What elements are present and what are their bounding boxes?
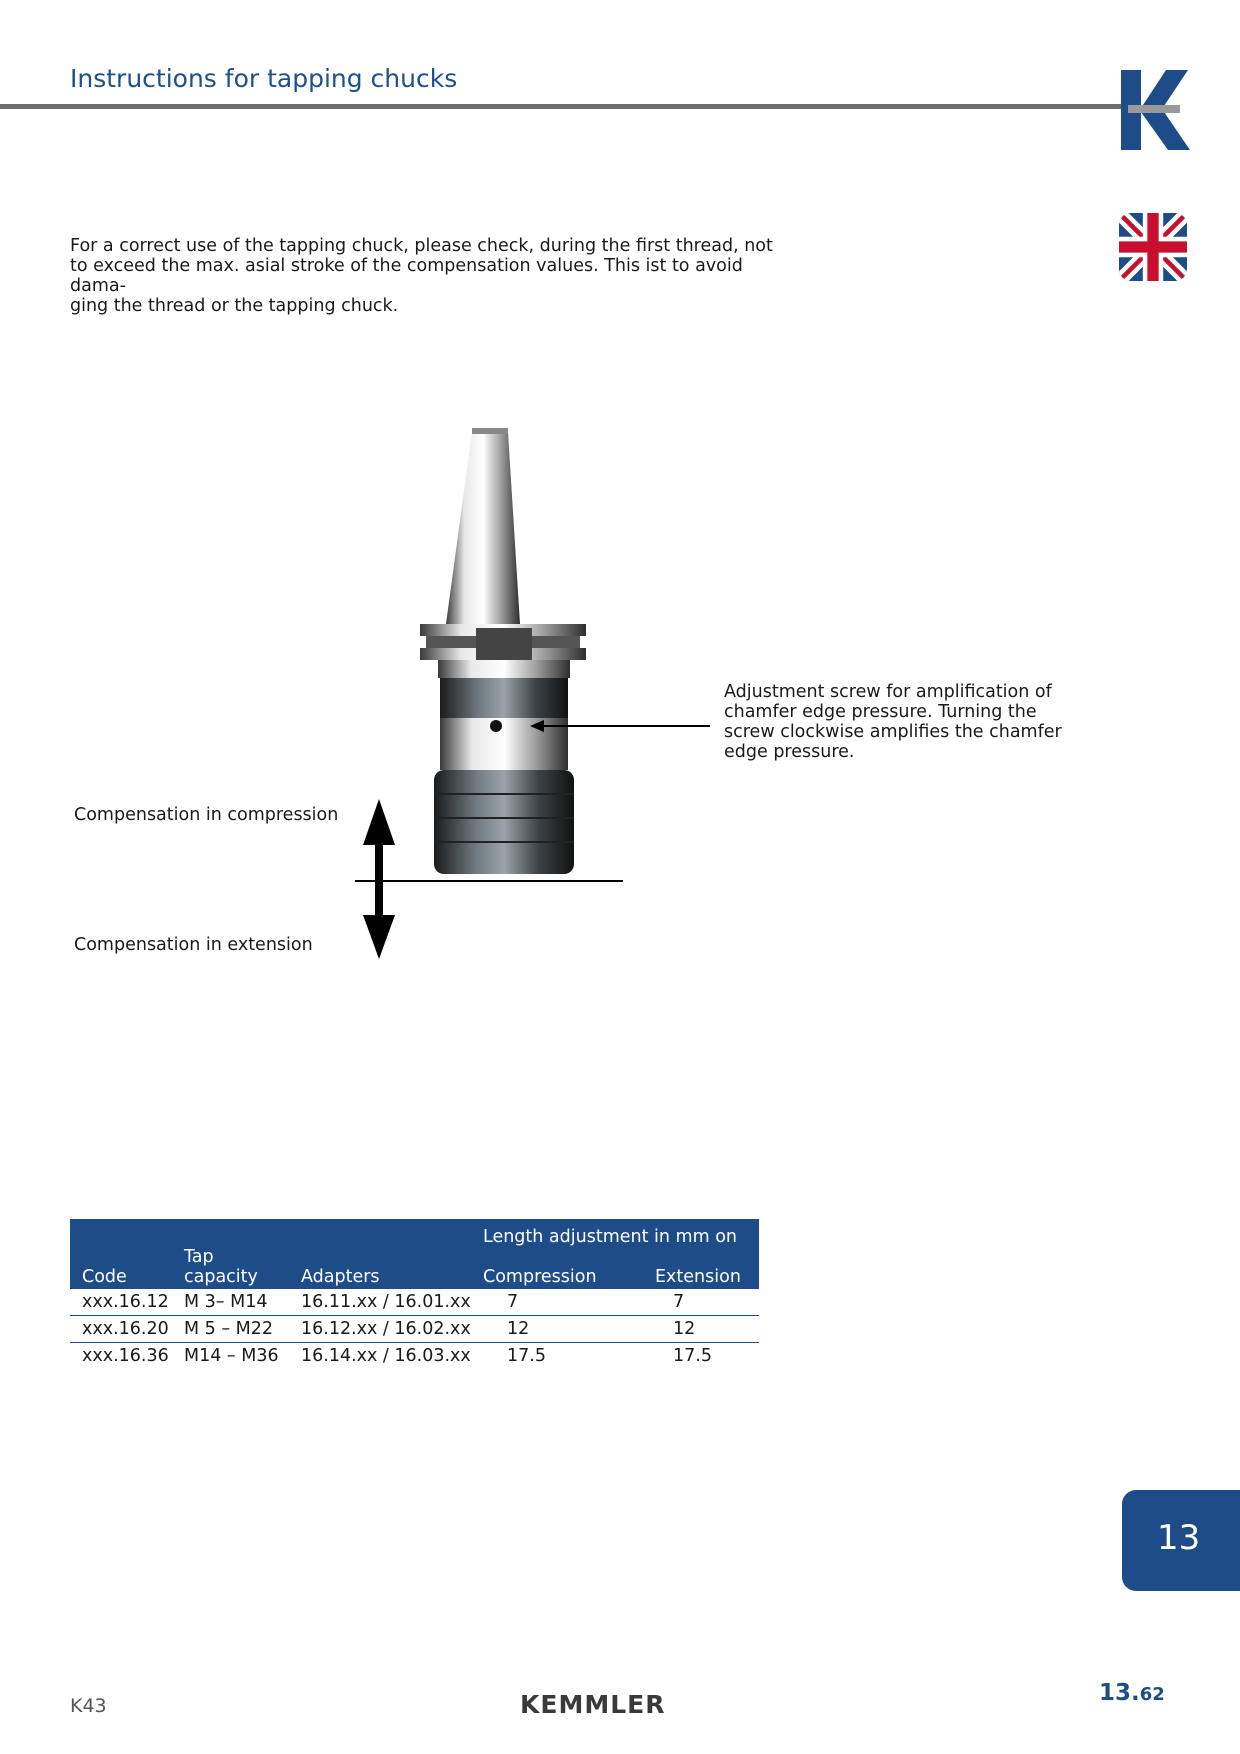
compensation-double-arrow-icon [355, 797, 625, 961]
screw-pointer-arrow-icon [530, 716, 710, 736]
cell-extension: 7 [643, 1289, 759, 1316]
screw-note-line: chamfer edge pressure. Turning the [724, 702, 1037, 722]
uk-flag-icon [1119, 213, 1187, 281]
cell-tap-capacity: M14 – M36 [184, 1346, 279, 1366]
col-header-tap-capacity: Tap capacity [184, 1247, 258, 1287]
header-rule [0, 104, 1122, 109]
table-row [70, 1343, 759, 1370]
screw-note-line: screw clockwise amplifies the chamfer [724, 722, 1062, 742]
screw-note-line: edge pressure. [724, 742, 855, 762]
cell-extension: 12 [643, 1316, 759, 1343]
chapter-tab[interactable] [1122, 1490, 1240, 1591]
cell-adapters: 16.14.xx / 16.03.xx [301, 1346, 471, 1366]
cell-tap-capacity: M 3– M14 [172, 1289, 289, 1316]
table-row [70, 1316, 759, 1343]
col-header-extension: Extension [655, 1267, 741, 1287]
table-group-header-row [70, 1219, 759, 1247]
page-number-major: 13. [1099, 1680, 1140, 1706]
intro-paragraph [70, 236, 790, 316]
page-number [1099, 1680, 1165, 1706]
footer-catalog-code: K43 [70, 1695, 107, 1717]
cell-compression: 7 [471, 1289, 643, 1316]
col-header-adapters: Adapters [301, 1267, 380, 1287]
intro-line: For a correct use of the tapping chuck, please check, during the first thread, not [70, 236, 773, 256]
compression-label: Compensation in compression [74, 805, 339, 825]
cell-tap-capacity: M 5 – M22 [172, 1316, 289, 1343]
extension-label: Compensation in extension [74, 935, 313, 955]
footer-brand: KEMMLER [520, 1690, 666, 1719]
chapter-tab-label: 13 [1157, 1518, 1201, 1558]
col-header-compression: Compression [483, 1267, 597, 1287]
cell-adapters: 16.12.xx / 16.02.xx [289, 1316, 471, 1343]
cell-code: xxx.16.20 [70, 1316, 172, 1343]
table-header-row [70, 1247, 759, 1289]
col-header-code: Code [82, 1267, 127, 1287]
page-title: Instructions for tapping chucks [70, 64, 458, 93]
page-number-minor: 62 [1139, 1684, 1165, 1705]
screw-note-line: Adjustment screw for amplification of [724, 682, 1052, 702]
cell-compression: 12 [471, 1316, 643, 1343]
table-row [70, 1289, 759, 1316]
cell-code: xxx.16.12 [70, 1289, 172, 1316]
cell-adapters: 16.11.xx / 16.01.xx [289, 1289, 471, 1316]
intro-line: ging the thread or the tapping chuck. [70, 296, 399, 316]
cell-extension: 17.5 [673, 1346, 712, 1366]
cell-code: xxx.16.36 [82, 1346, 169, 1366]
adjustment-screw-note [724, 682, 1064, 762]
kemmler-k-logo-icon [1118, 68, 1190, 152]
cell-compression: 17.5 [507, 1346, 546, 1366]
length-adjustment-header: Length adjustment in mm on [483, 1227, 737, 1247]
intro-line: to exceed the max. asial stroke of the compensation values. This ist to avoid dama- [70, 256, 743, 296]
spec-table [70, 1219, 759, 1369]
